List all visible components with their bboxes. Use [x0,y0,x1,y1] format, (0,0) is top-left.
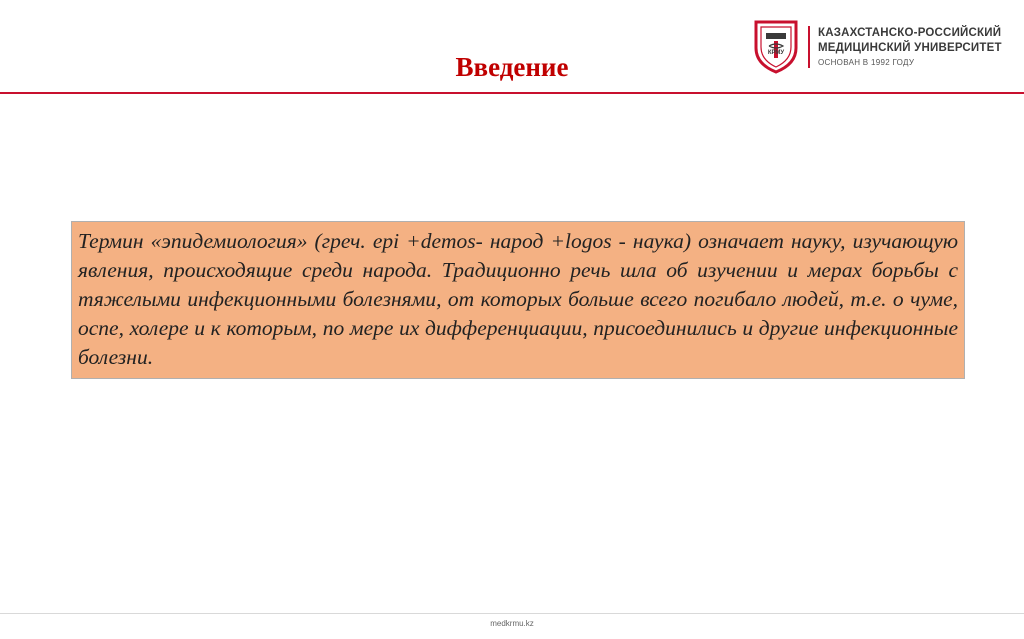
university-name-line2: МЕДИЦИНСКИЙ УНИВЕРСИТЕТ [818,42,1002,54]
university-founded: ОСНОВАН В 1992 ГОДУ [818,58,915,67]
intro-text-box [71,221,965,379]
footer-url: medkrmu.kz [490,619,534,628]
intro-paragraph: Термин «эпидемиология» (греч. epi +demos- народ +logos - наука) означает науку, изучающую явления, происходящие среди народа. Традиционно речь шла об изучении и мерах борьбы с тяжелыми инфекционными болезнями, от которых больше всего погибало людей, т.е. о чуме, оспе, холере и к которым, по мере их дифференциации, присоединились и другие инфекционные болезни. [78,229,958,369]
slide-title: Введение [455,52,569,82]
logo-badge-text: КРМУ [767,50,785,56]
footer-divider [0,613,1024,614]
university-name-line1: КАЗАХСТАНСКО-РОССИЙСКИЙ [818,27,1002,39]
title-divider [0,92,1024,94]
